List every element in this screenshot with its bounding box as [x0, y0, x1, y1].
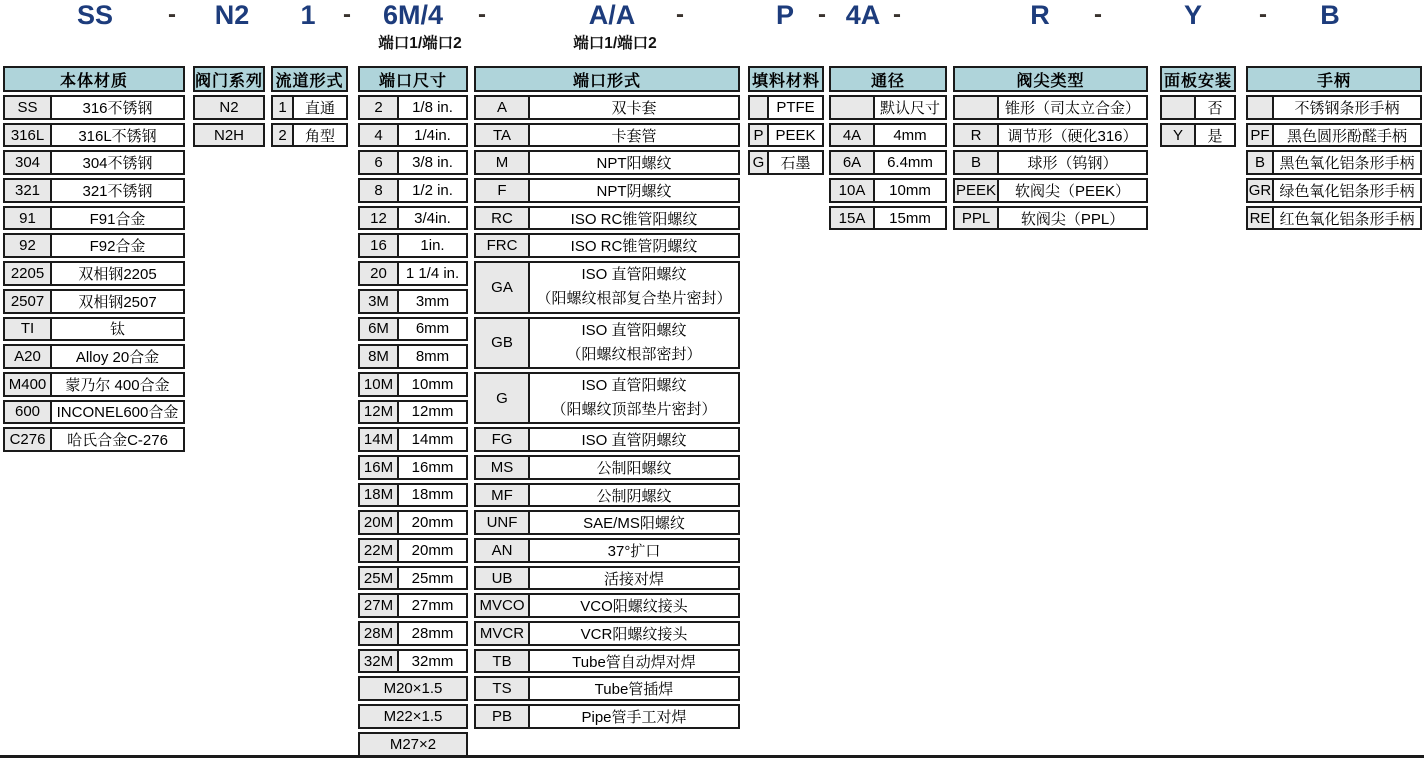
code-cell: 10M	[358, 372, 399, 397]
code-cell: PB	[474, 704, 530, 729]
table-row	[358, 400, 468, 425]
table-row	[358, 372, 468, 397]
part-code-segment: R	[1030, 0, 1050, 30]
table-row	[358, 233, 468, 258]
table-row	[3, 206, 185, 231]
code-cell: 27M	[358, 593, 399, 618]
code-cell: SS	[3, 95, 52, 120]
table-row	[474, 649, 740, 674]
code-cell: 2	[358, 95, 399, 120]
description-cell: 黑色氧化铝条形手柄	[1272, 150, 1422, 175]
code-cell: P	[748, 123, 769, 148]
description-cell	[528, 261, 740, 313]
table-row	[358, 483, 468, 508]
table-packing-material	[748, 66, 824, 175]
table-row	[474, 566, 740, 591]
table-row	[193, 95, 265, 120]
table-row	[953, 123, 1148, 148]
description-cell: 1/8 in.	[397, 95, 468, 120]
table-row	[3, 289, 185, 314]
code-cell: N2	[193, 95, 265, 120]
code-cell: UB	[474, 566, 530, 591]
table-row	[474, 150, 740, 175]
part-code-separator: -	[893, 1, 901, 28]
description-cell: 角型	[292, 123, 348, 148]
code-cell: 20	[358, 261, 399, 286]
description-cell: 25mm	[397, 566, 468, 591]
description-cell	[528, 372, 740, 424]
code-cell: 12M	[358, 400, 399, 425]
table-row	[474, 455, 740, 480]
table-row	[1160, 123, 1236, 148]
code-cell: PPL	[953, 206, 999, 231]
description-cell: 8mm	[397, 344, 468, 369]
table-row	[358, 95, 468, 120]
code-cell: 92	[3, 233, 52, 258]
description-cell: 黑色圆形酚醛手柄	[1272, 123, 1422, 148]
table-row	[358, 566, 468, 591]
part-code-separator: -	[818, 1, 826, 28]
table-row	[3, 261, 185, 286]
description-cell: Tube管自动焊对焊	[528, 649, 740, 674]
code-cell: A	[474, 95, 530, 120]
description-cell: 3mm	[397, 289, 468, 314]
description-line: （阳螺纹顶部垫片密封）	[551, 401, 717, 419]
part-code-separator: -	[343, 1, 351, 28]
part-code-separator: -	[1094, 1, 1102, 28]
description-cell: F91合金	[50, 206, 185, 231]
part-code-segment: A/A	[588, 0, 636, 30]
code-cell: 2205	[3, 261, 52, 286]
code-cell: MVCR	[474, 621, 530, 646]
description-cell: 卡套管	[528, 123, 740, 148]
part-code-segment: 1	[300, 0, 316, 30]
table-row	[474, 621, 740, 646]
table-row	[3, 344, 185, 369]
table-row	[358, 538, 468, 563]
description-cell: 双卡套	[528, 95, 740, 120]
table-stem-tip-type	[953, 66, 1148, 230]
table-row	[1246, 178, 1422, 203]
code-cell: 8	[358, 178, 399, 203]
description-cell: 软阀尖（PEEK）	[997, 178, 1148, 203]
table-row	[953, 150, 1148, 175]
table-row	[358, 621, 468, 646]
table-row	[474, 233, 740, 258]
table-row	[474, 317, 740, 369]
table-row	[3, 317, 185, 342]
code-cell: 25M	[358, 566, 399, 591]
description-line: ISO 直管阳螺纹	[581, 266, 687, 284]
table-row	[953, 178, 1148, 203]
table-row	[3, 123, 185, 148]
description-cell: 双相钢2507	[50, 289, 185, 314]
code-cell: M22×1.5	[358, 704, 468, 729]
description-cell: 默认尺寸	[873, 95, 947, 120]
table-row	[358, 150, 468, 175]
description-cell: 石墨	[767, 150, 824, 175]
description-cell: 6.4mm	[873, 150, 947, 175]
table-header-panel-mount: 面板安装	[1160, 66, 1236, 92]
table-row	[3, 95, 185, 120]
table-row	[474, 483, 740, 508]
description-line: ISO 直管阳螺纹	[581, 321, 687, 339]
code-cell: AN	[474, 538, 530, 563]
table-row	[829, 150, 947, 175]
table-row	[358, 289, 468, 314]
description-cell: 20mm	[397, 538, 468, 563]
description-cell: 15mm	[873, 206, 947, 231]
table-row	[474, 372, 740, 424]
code-cell: G	[474, 372, 530, 424]
table-port-type	[474, 66, 740, 729]
description-cell: 4mm	[873, 123, 947, 148]
description-cell: 6mm	[397, 317, 468, 342]
code-cell: 2	[271, 123, 294, 148]
port-sublabel: 端口1/端口2	[378, 35, 462, 52]
code-cell: B	[953, 150, 999, 175]
description-cell: 3/4in.	[397, 206, 468, 231]
table-row	[474, 593, 740, 618]
description-cell: NPT阳螺纹	[528, 150, 740, 175]
table-row	[271, 123, 348, 148]
code-cell: 3M	[358, 289, 399, 314]
description-cell: SAE/MS阳螺纹	[528, 510, 740, 535]
code-cell: RE	[1246, 206, 1274, 231]
code-cell: 18M	[358, 483, 399, 508]
description-cell: 3/8 in.	[397, 150, 468, 175]
code-cell: C276	[3, 427, 52, 452]
code-cell	[748, 95, 769, 120]
code-cell: 15A	[829, 206, 875, 231]
description-cell: INCONEL600合金	[50, 400, 185, 425]
table-row	[474, 95, 740, 120]
code-cell: 600	[3, 400, 52, 425]
description-cell: 不锈钢条形手柄	[1272, 95, 1422, 120]
code-cell: 8M	[358, 344, 399, 369]
code-cell: 6A	[829, 150, 875, 175]
description-cell: 是	[1194, 123, 1236, 148]
description-cell: 28mm	[397, 621, 468, 646]
part-code-segment: N2	[214, 0, 250, 30]
description-cell: 否	[1194, 95, 1236, 120]
code-cell	[953, 95, 999, 120]
code-cell: PEEK	[953, 178, 999, 203]
table-row	[748, 150, 824, 175]
table-row	[474, 427, 740, 452]
table-row	[358, 317, 468, 342]
code-cell: TS	[474, 676, 530, 701]
code-cell: TB	[474, 649, 530, 674]
description-cell: 球形（钨钢）	[997, 150, 1148, 175]
code-cell: B	[1246, 150, 1274, 175]
code-cell: M	[474, 150, 530, 175]
description-cell: 1/2 in.	[397, 178, 468, 203]
table-row	[829, 178, 947, 203]
table-header-bore: 通径	[829, 66, 947, 92]
code-cell: 14M	[358, 427, 399, 452]
code-cell: 91	[3, 206, 52, 231]
part-code-segment: 6M/4	[382, 0, 444, 30]
description-cell: VCO阳螺纹接头	[528, 593, 740, 618]
code-cell: 6M	[358, 317, 399, 342]
table-row	[1246, 150, 1422, 175]
table-header-body-material: 本体材质	[3, 66, 185, 92]
code-cell: 4	[358, 123, 399, 148]
table-header-port-type: 端口形式	[474, 66, 740, 92]
description-cell: 公制阳螺纹	[528, 455, 740, 480]
description-cell: PEEK	[767, 123, 824, 148]
description-cell: Alloy 20合金	[50, 344, 185, 369]
description-cell: 蒙乃尔 400合金	[50, 372, 185, 397]
description-cell: NPT阴螺纹	[528, 178, 740, 203]
description-cell: 27mm	[397, 593, 468, 618]
part-code-segment: B	[1320, 0, 1340, 30]
description-cell: 10mm	[873, 178, 947, 203]
description-cell: 活接对焊	[528, 566, 740, 591]
table-row	[358, 510, 468, 535]
code-cell: FRC	[474, 233, 530, 258]
code-cell: 10A	[829, 178, 875, 203]
code-cell: MS	[474, 455, 530, 480]
code-cell: TI	[3, 317, 52, 342]
description-cell: 321不锈钢	[50, 178, 185, 203]
part-code-separator: -	[478, 1, 486, 28]
description-cell: 18mm	[397, 483, 468, 508]
description-cell: 公制阴螺纹	[528, 483, 740, 508]
table-row	[358, 427, 468, 452]
description-cell: ISO 直管阴螺纹	[528, 427, 740, 452]
table-row	[474, 123, 740, 148]
table-row	[358, 455, 468, 480]
code-cell: 304	[3, 150, 52, 175]
description-cell: 双相钢2205	[50, 261, 185, 286]
table-header-packing-material: 填料材料	[748, 66, 824, 92]
code-cell: 22M	[358, 538, 399, 563]
description-cell: 10mm	[397, 372, 468, 397]
description-line: ISO 直管阳螺纹	[581, 377, 687, 395]
code-cell: 321	[3, 178, 52, 203]
code-cell: 316L	[3, 123, 52, 148]
code-cell: F	[474, 178, 530, 203]
table-row	[271, 95, 348, 120]
code-cell: M400	[3, 372, 52, 397]
table-row	[829, 95, 947, 120]
code-cell: Y	[1160, 123, 1196, 148]
table-row	[193, 123, 265, 148]
code-cell: 16M	[358, 455, 399, 480]
table-row	[829, 123, 947, 148]
table-header-port-size: 端口尺寸	[358, 66, 468, 92]
table-flow-pattern	[271, 66, 348, 147]
table-row	[358, 206, 468, 231]
description-cell: 锥形（司太立合金）	[997, 95, 1148, 120]
description-cell: 绿色氧化铝条形手柄	[1272, 178, 1422, 203]
code-cell: 32M	[358, 649, 399, 674]
code-cell: MVCO	[474, 593, 530, 618]
description-cell: VCR阳螺纹接头	[528, 621, 740, 646]
table-row	[358, 123, 468, 148]
table-body-material	[3, 66, 185, 452]
description-cell: 304不锈钢	[50, 150, 185, 175]
table-row	[474, 510, 740, 535]
table-row	[474, 206, 740, 231]
description-cell: 316L不锈钢	[50, 123, 185, 148]
description-cell: 32mm	[397, 649, 468, 674]
code-cell: FG	[474, 427, 530, 452]
table-row	[474, 178, 740, 203]
table-row	[3, 150, 185, 175]
table-row	[358, 593, 468, 618]
code-cell	[1246, 95, 1274, 120]
code-cell: MF	[474, 483, 530, 508]
code-cell: M20×1.5	[358, 676, 468, 701]
table-row	[474, 538, 740, 563]
table-row	[474, 704, 740, 729]
table-bore	[829, 66, 947, 230]
table-row	[358, 344, 468, 369]
description-cell: F92合金	[50, 233, 185, 258]
code-cell: 1	[271, 95, 294, 120]
table-row	[358, 178, 468, 203]
code-cell	[1160, 95, 1196, 120]
table-row	[358, 704, 468, 729]
table-row	[953, 206, 1148, 231]
table-row	[3, 372, 185, 397]
table-row	[953, 95, 1148, 120]
code-cell: 6	[358, 150, 399, 175]
table-header-stem-tip-type: 阀尖类型	[953, 66, 1148, 92]
table-row	[3, 233, 185, 258]
table-row	[1160, 95, 1236, 120]
description-cell: Pipe管手工对焊	[528, 704, 740, 729]
code-cell: 16	[358, 233, 399, 258]
description-cell: 316不锈钢	[50, 95, 185, 120]
description-cell: 12mm	[397, 400, 468, 425]
code-cell: G	[748, 150, 769, 175]
code-cell	[829, 95, 875, 120]
table-port-size	[358, 66, 468, 757]
code-cell: 20M	[358, 510, 399, 535]
code-cell: GB	[474, 317, 530, 369]
description-cell: 直通	[292, 95, 348, 120]
code-cell: 2507	[3, 289, 52, 314]
part-code-segment: SS	[76, 0, 114, 30]
table-row	[358, 649, 468, 674]
description-cell: 1in.	[397, 233, 468, 258]
table-row	[358, 261, 468, 286]
description-cell: 37°扩口	[528, 538, 740, 563]
table-row	[474, 261, 740, 313]
description-cell: 哈氏合金C-276	[50, 427, 185, 452]
part-code-separator: -	[168, 1, 176, 28]
table-row	[1246, 206, 1422, 231]
table-handle	[1246, 66, 1422, 230]
table-panel-mount	[1160, 66, 1236, 147]
description-cell: ISO RC锥管阴螺纹	[528, 233, 740, 258]
table-row	[1246, 123, 1422, 148]
description-line: （阳螺纹根部复合垫片密封）	[536, 290, 732, 308]
description-line: （阳螺纹根部密封）	[566, 345, 702, 363]
table-row	[3, 178, 185, 203]
code-cell: 4A	[829, 123, 875, 148]
part-code-separator: -	[676, 1, 684, 28]
description-cell: 红色氧化铝条形手柄	[1272, 206, 1422, 231]
part-code-separator: -	[1259, 1, 1267, 28]
code-cell: 12	[358, 206, 399, 231]
description-cell: 软阀尖（PPL）	[997, 206, 1148, 231]
description-cell: 20mm	[397, 510, 468, 535]
table-valve-series	[193, 66, 265, 147]
table-header-valve-series: 阀门系列	[193, 66, 265, 92]
description-cell: 1 1/4 in.	[397, 261, 468, 286]
description-cell: ISO RC锥管阳螺纹	[528, 206, 740, 231]
code-cell: R	[953, 123, 999, 148]
table-row	[829, 206, 947, 231]
table-header-handle: 手柄	[1246, 66, 1422, 92]
bottom-rule	[0, 755, 1424, 758]
code-cell: PF	[1246, 123, 1274, 148]
description-cell: 调节形（硬化316）	[997, 123, 1148, 148]
code-cell: A20	[3, 344, 52, 369]
table-row	[3, 400, 185, 425]
table-header-flow-pattern: 流道形式	[271, 66, 348, 92]
port-sublabel: 端口1/端口2	[573, 35, 657, 52]
part-code-segment: Y	[1183, 0, 1203, 30]
code-cell: N2H	[193, 123, 265, 148]
table-row	[748, 123, 824, 148]
description-cell: 16mm	[397, 455, 468, 480]
table-row	[474, 676, 740, 701]
description-cell: Tube管插焊	[528, 676, 740, 701]
code-cell: TA	[474, 123, 530, 148]
table-row	[3, 427, 185, 452]
description-cell: 14mm	[397, 427, 468, 452]
part-code-segment: P	[775, 0, 795, 30]
description-cell: PTFE	[767, 95, 824, 120]
code-cell: 28M	[358, 621, 399, 646]
table-row	[748, 95, 824, 120]
code-cell: RC	[474, 206, 530, 231]
code-cell: GR	[1246, 178, 1274, 203]
table-row	[358, 732, 468, 757]
code-cell: GA	[474, 261, 530, 313]
code-cell: UNF	[474, 510, 530, 535]
code-cell: M27×2	[358, 732, 468, 757]
description-cell	[528, 317, 740, 369]
table-row	[1246, 95, 1422, 120]
table-row	[358, 676, 468, 701]
description-cell: 钛	[50, 317, 185, 342]
description-cell: 1/4in.	[397, 123, 468, 148]
part-code-segment: 4A	[845, 0, 881, 30]
